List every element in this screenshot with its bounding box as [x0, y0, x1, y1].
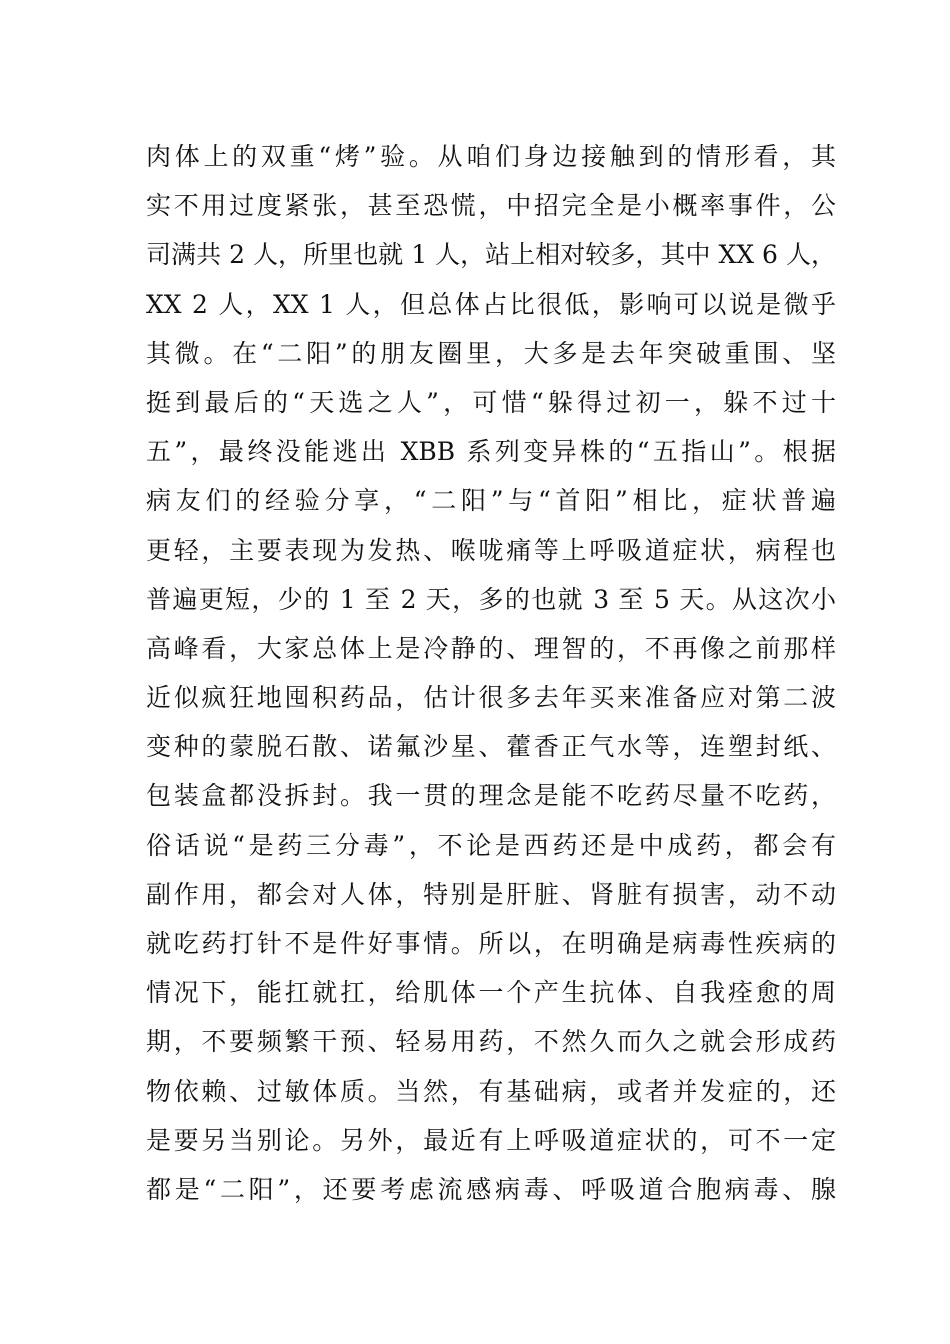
text-line: 是要另当别论。另外，最近有上呼吸道症状的，可不一定 — [146, 1125, 836, 1155]
text-line: 肉体上的双重“烤”验。从咱们身边接触到的情形看，其 — [146, 142, 836, 171]
body-paragraph — [146, 132, 836, 1214]
text-line: 实不用过度紧张，甚至恐慌，中招完全是小概率事件，公 — [146, 191, 836, 221]
text-line: 病友们的经验分享，“二阳”与“首阳”相比，症状普遍 — [146, 486, 836, 516]
text-line: 就吃药打针不是件好事情。所以，在明确是病毒性疾病的 — [146, 929, 836, 958]
text-line: 期，不要频繁干预、轻易用药，不然久而久之就会形成药 — [146, 1027, 836, 1057]
text-line: 其微。在“二阳”的朋友圈里，大多是去年突破重围、坚 — [146, 338, 836, 368]
text-line: 普遍更短，少的 1 至 2 天，多的也就 3 至 5 天。从这次小 — [146, 584, 836, 614]
text-line: 情况下，能扛就扛，给肌体一个产生抗体、自我痊愈的周 — [146, 978, 836, 1008]
text-line: 俗话说“是药三分毒”，不论是西药还是中成药，都会有 — [146, 830, 836, 860]
text-line: 挺到最后的“天选之人”，可惜“躲得过初一，躲不过十 — [146, 387, 836, 417]
text-line: 五”，最终没能逃出 XBB 系列变异株的“五指山”。根据 — [146, 437, 836, 467]
text-line: 副作用，都会对人体，特别是肝脏、肾脏有损害，动不动 — [146, 879, 836, 909]
text-line: 都是“二阳”，还要考虑流感病毒、呼吸道合胞病毒、腺 — [146, 1174, 836, 1204]
text-line: 物依赖、过敏体质。当然，有基础病，或者并发症的，还 — [146, 1076, 836, 1106]
text-line: 高峰看，大家总体上是冷静的、理智的，不再像之前那样 — [146, 633, 836, 663]
text-line: 近似疯狂地囤积药品，估计很多去年买来准备应对第二波 — [146, 683, 836, 713]
text-line: XX 2 人，XX 1 人，但总体占比很低，影响可以说是微乎 — [146, 289, 836, 319]
text-line: 更轻，主要表现为发热、喉咙痛等上呼吸道症状，病程也 — [146, 535, 836, 565]
text-line: 司满共 2 人，所里也就 1 人，站上相对较多，其中 XX 6 人， — [146, 240, 836, 270]
text-line: 变种的蒙脱石散、诺氟沙星、藿香正气水等，连塑封纸、 — [146, 732, 836, 762]
text-line: 包装盒都没拆封。我一贯的理念是能不吃药尽量不吃药， — [146, 781, 836, 811]
